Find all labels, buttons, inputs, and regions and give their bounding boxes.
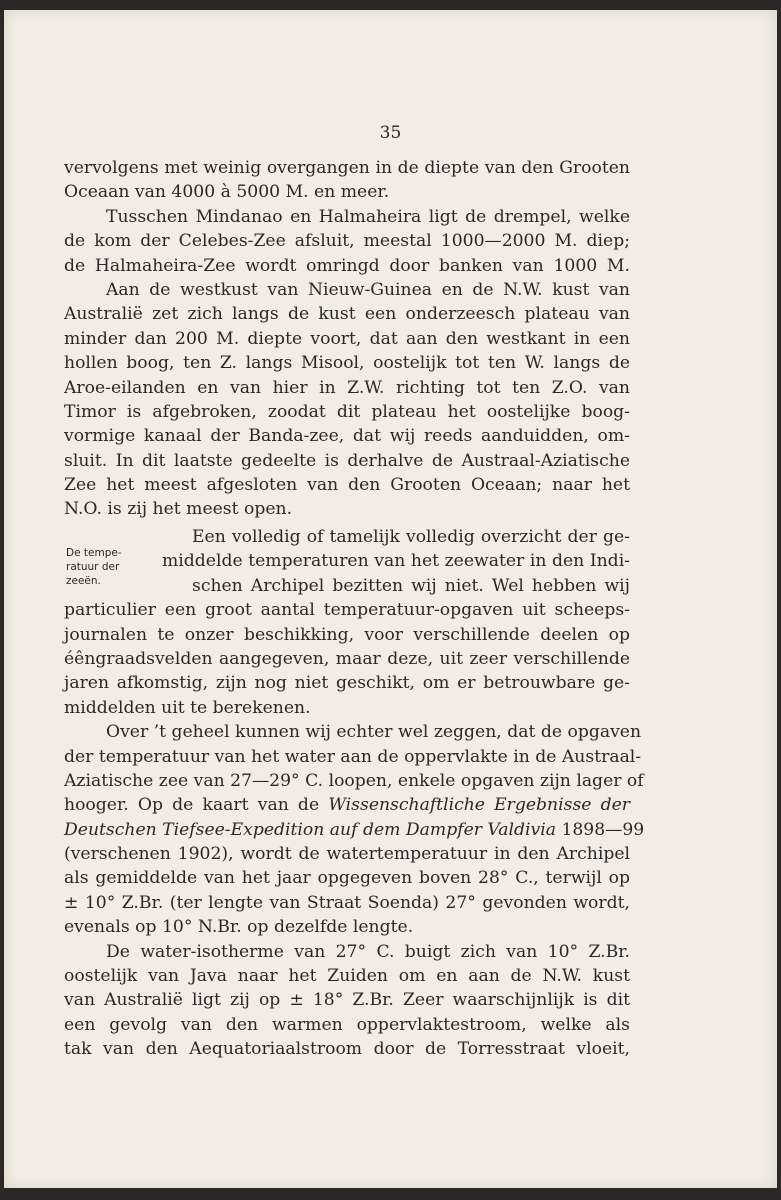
text-line: vormige kanaal der Banda-zee, dat wij reeds aanduidden, om- — [64, 426, 630, 447]
text-line: hollen boog, ten Z. langs Misool, oostelijk tot ten W. langs de — [64, 353, 630, 374]
text-line: middelde temperaturen van het zeewater in den Indi- — [162, 551, 630, 572]
text-line: Australië zet zich langs de kust een onderzeesch plateau van — [64, 304, 630, 325]
text-line: de kom der Celebes-Zee afsluit, meestal 1000—2000 M. diep; — [64, 231, 630, 252]
text-line: ± 10° Z.Br. (ter lengte van Straat Soenda) 27° gevonden wordt, — [64, 892, 630, 913]
margin-note-line: De tempe- — [66, 547, 122, 559]
text-line: Een volledig of tamelijk volledig overzicht der ge- — [192, 527, 630, 547]
text-line: minder dan 200 M. diepte voort, dat aan den westkant in een — [64, 328, 630, 349]
page-number: 35 — [379, 123, 402, 143]
text-line: Timor is afgebroken, zoodat dit plateau het oostelijke boog- — [64, 401, 630, 422]
text-block-temperature — [64, 525, 645, 1062]
text-line: oostelijk van Java naar het Zuiden om en aan de N.W. kust — [64, 966, 630, 987]
text-line: De water-isotherme van 27° C. buigt zich van 10° Z.Br. — [106, 941, 630, 962]
text-line: jaren afkomstig, zijn nog niet geschikt, om er betrouwbare ge- — [64, 673, 630, 694]
text-line: een gevolg van den warmen oppervlaktestroom, welke als — [64, 1014, 630, 1035]
text-line: middelden uit te berekenen. — [64, 697, 311, 718]
text-line — [64, 793, 630, 817]
margin-note-line: ratuur der — [66, 561, 120, 573]
text-line: der temperatuur van het water aan de oppervlakte in de Austraal- — [64, 746, 642, 767]
text-line: Aziatische zee van 27—29° C. loopen, enkele opgaven zijn lager of — [64, 770, 644, 791]
italic-title-part: Wissenschaftliche Ergebnisse der — [328, 795, 631, 816]
margin-note-line: zeeën. — [66, 575, 101, 587]
text-segment: 1898—99 — [561, 819, 645, 840]
text-line: Over ’t geheel kunnen wij echter wel zeggen, dat de opgaven — [106, 722, 642, 743]
text-line: journalen te onzer beschikking, voor verschillende deelen op — [64, 624, 630, 645]
text-line: van Australië ligt zij op ± 18° Z.Br. Zeer waarschijnlijk is dit — [64, 990, 630, 1011]
text-line: Zee het meest afgesloten van den Grooten Oceaan; naar het — [64, 475, 630, 496]
italic-title-part: Deutschen Tiefsee-Expedition auf dem Dampfer Valdivia — [64, 819, 556, 840]
text-line: schen Archipel bezitten wij niet. Wel hebben wij — [192, 575, 630, 596]
text-line: als gemiddelde van het jaar opgegeven boven 28° C., terwijl op — [64, 868, 630, 889]
text-line: (verschenen 1902), wordt de watertemperatuur in den Archipel — [64, 844, 630, 865]
book-page — [4, 10, 777, 1188]
text-line: vervolgens met weinig overgangen in de diepte van den Grooten — [64, 158, 630, 178]
text-line: tak van den Aequatoriaalstroom door de Torresstraat vloeit, — [64, 1039, 630, 1060]
text-line — [64, 818, 645, 842]
text-line: Aan de westkust van Nieuw-Guinea en de N.W. kust van — [106, 279, 630, 300]
text-block-top — [64, 156, 630, 522]
text-line: de Halmaheira-Zee wordt omringd door banken van 1000 M. — [64, 255, 630, 276]
text-line: Tusschen Mindanao en Halmaheira ligt de drempel, welke — [106, 206, 630, 227]
text-line: particulier een groot aantal temperatuur-opgaven uit scheeps- — [64, 600, 630, 621]
text-line: Oceaan van 4000 à 5000 M. en meer. — [64, 182, 390, 203]
text-line: Aroe-eilanden en van hier in Z.W. richting tot ten Z.O. van — [64, 377, 630, 398]
text-line: sluit. In dit laatste gedeelte is derhalve de Austraal-Aziatische — [64, 450, 630, 471]
text-line: N.O. is zij het meest open. — [64, 499, 293, 520]
text-line: éêngraadsvelden aangegeven, maar deze, uit zeer verschillende — [64, 648, 630, 669]
text-segment: hooger. Op de kaart van de — [64, 795, 320, 816]
text-line: evenals op 10° N.Br. op dezelfde lengte. — [64, 917, 414, 938]
